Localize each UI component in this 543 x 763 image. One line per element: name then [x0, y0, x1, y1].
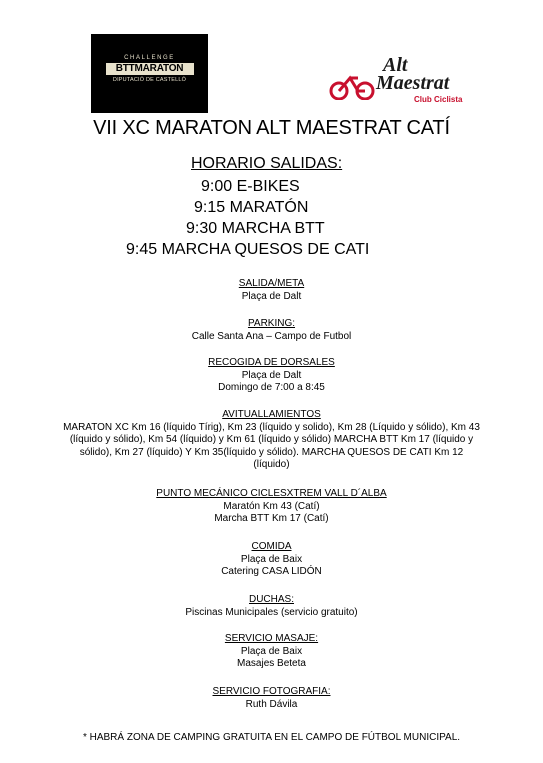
section-line: Domingo de 7:00 a 8:45: [218, 382, 325, 393]
section-heading: AVITUALLAMIENTOS: [222, 409, 321, 420]
club-logo-maestrat: Maestrat: [376, 72, 450, 94]
section-salida-meta: [20, 278, 523, 303]
section-line: Calle Santa Ana – Campo de Futbol: [191, 330, 352, 342]
section-fotografia: [20, 686, 523, 711]
section-heading: PUNTO MECÁNICO CICLESXTREM VALL D´ALBA: [156, 488, 387, 499]
section-line: Plaça de Baix: [240, 553, 303, 565]
section-line: Piscinas Municipales (servicio gratuito): [185, 606, 358, 618]
section-avituallamientos: [20, 409, 523, 472]
section-dorsales: [20, 357, 523, 395]
challenge-logo-main: BTTMARATON: [106, 63, 194, 75]
section-line: Catering CASA LIDÓN: [221, 566, 322, 577]
section-heading: RECOGIDA DE DORSALES: [208, 357, 335, 368]
section-heading: SALIDA/META: [238, 278, 305, 289]
section-line: Masajes Beteta: [237, 658, 306, 669]
section-masaje: [20, 633, 523, 671]
section-line: (líquido y sólido), Km 54 (líquido) y Km 61 (líquido y sólido) MARCHA BTT Km 17 (líquido y: [69, 434, 474, 445]
schedule-item: 9:30 MARCHA BTT: [186, 220, 325, 237]
club-logo: [328, 54, 468, 112]
schedule-item: 9:15 MARATÓN: [194, 199, 309, 216]
section-heading: PARKING:: [247, 318, 296, 329]
challenge-logo-bottom: DIPUTACIÓ DE CASTELLÓ: [112, 77, 187, 83]
section-line: (líquido): [253, 459, 290, 470]
schedule-heading: HORARIO SALIDAS:: [191, 155, 343, 172]
section-line: Maratón Km 43 (Catí): [223, 500, 320, 512]
section-heading: SERVICIO MASAJE:: [224, 633, 319, 644]
section-heading: SERVICIO FOTOGRAFIA:: [212, 686, 331, 697]
section-line: Plaça de Dalt: [241, 290, 302, 302]
section-heading: DUCHAS:: [248, 594, 294, 605]
camping-note: * HABRÁ ZONA DE CAMPING GRATUITA EN EL CAMPO DE FÚTBOL MUNICIPAL.: [82, 732, 461, 743]
schedule-item: 9:45 MARCHA QUESOS DE CATI: [126, 241, 370, 258]
club-logo-subtitle: Club Ciclista: [414, 95, 463, 104]
challenge-logo: [91, 34, 208, 113]
section-comida: [20, 541, 523, 579]
section-punto-mecanico: [20, 488, 523, 526]
section-line: Plaça de Dalt: [241, 369, 302, 381]
challenge-logo-top: CHALLENGE: [124, 55, 175, 61]
page-title: VII XC MARATON ALT MAESTRAT CATÍ: [93, 117, 450, 139]
section-line: MARATON XC Km 16 (líquido Tírig), Km 23 (líquido y solido), Km 28 (Líquido y sólido), Km 43: [63, 421, 480, 433]
section-line: Marcha BTT Km 17 (Catí): [214, 513, 329, 524]
section-parking: [20, 318, 523, 343]
club-logo-alt: Alt: [383, 54, 408, 76]
section-line: sólido), Km 27 (líquido) Y Km 35(líquido y sólido). MARCHA QUESOS DE CATI Km 12: [79, 446, 464, 458]
section-duchas: [20, 594, 523, 619]
schedule-item: 9:00 E-BIKES: [201, 178, 300, 195]
section-line: Plaça de Baix: [240, 645, 303, 657]
section-heading: COMIDA: [251, 541, 292, 552]
section-line: Ruth Dávila: [245, 698, 298, 710]
